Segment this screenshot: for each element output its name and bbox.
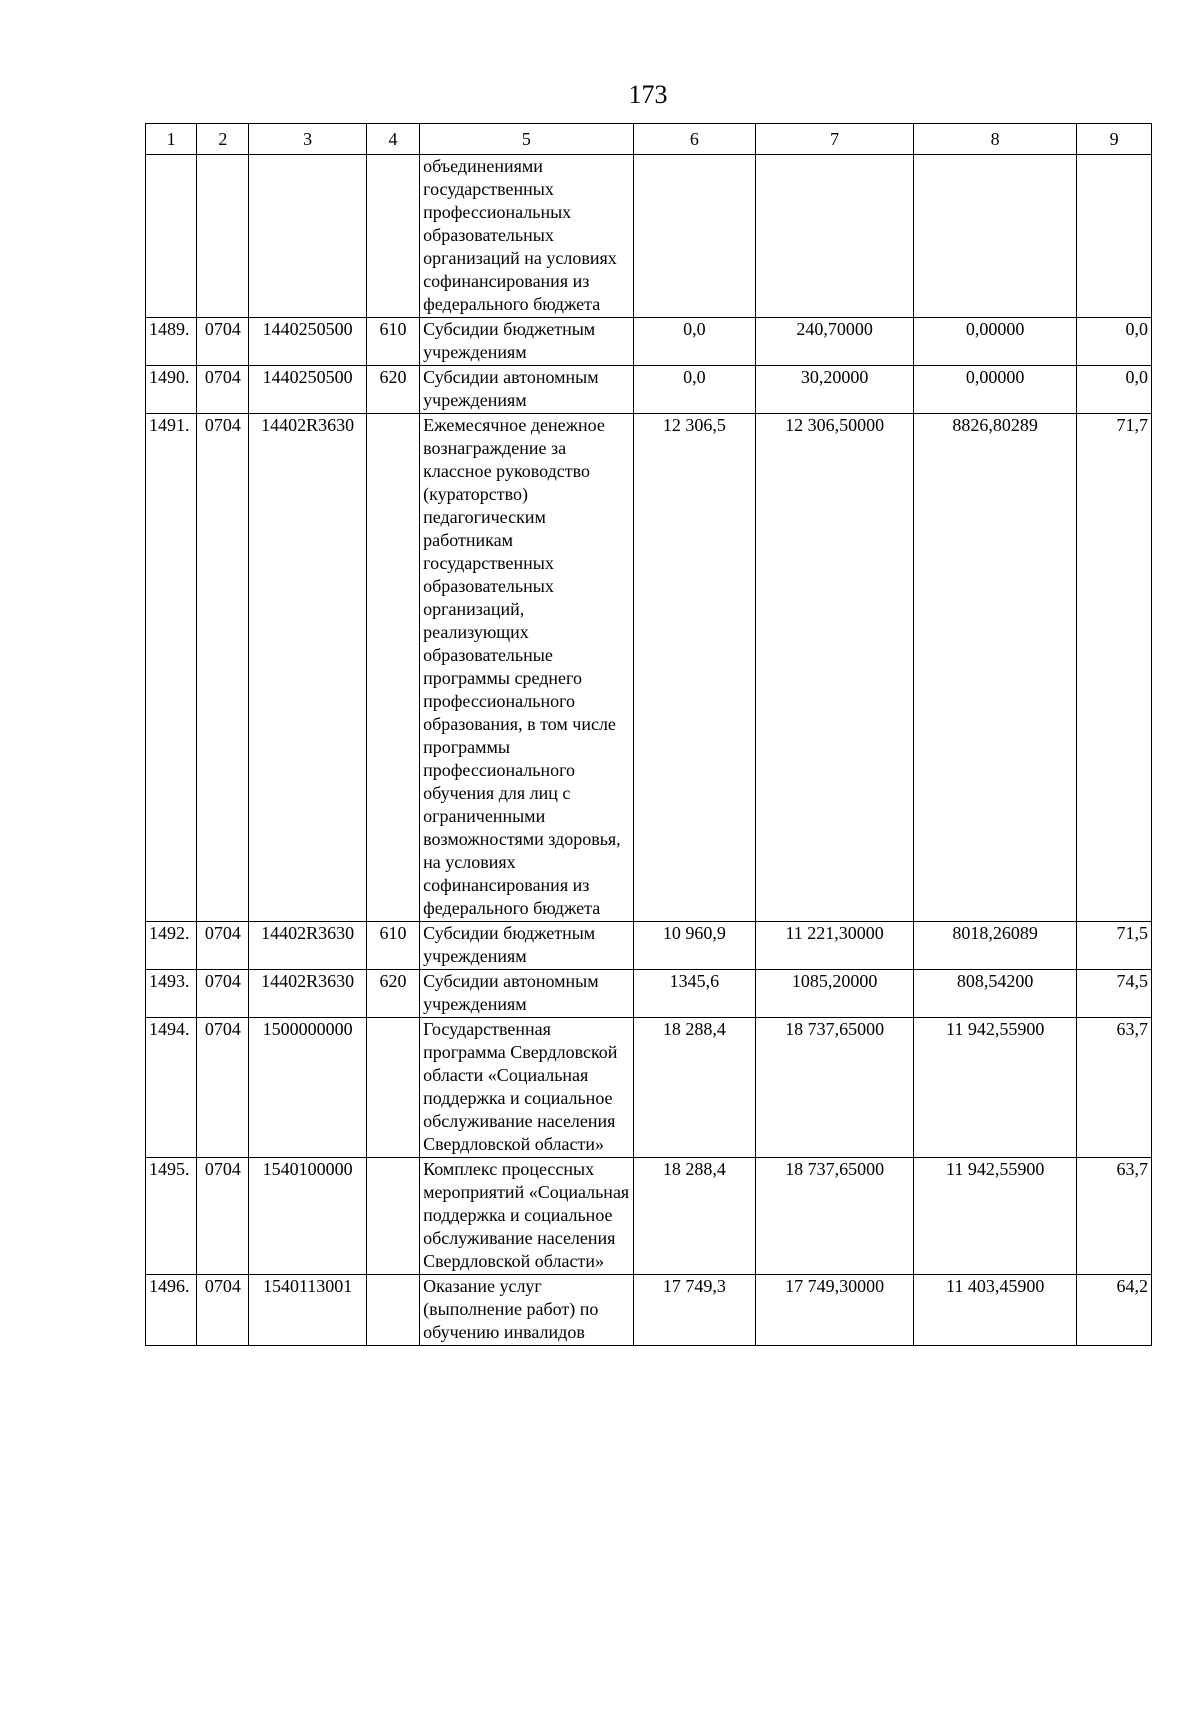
section-code: 0704 bbox=[197, 1018, 249, 1158]
section-code: 0704 bbox=[197, 922, 249, 970]
section-code bbox=[197, 155, 249, 318]
expense-type-code bbox=[366, 1018, 419, 1158]
value-col-8: 11 403,45900 bbox=[914, 1275, 1077, 1346]
target-code: 14402R3630 bbox=[249, 922, 366, 970]
target-code bbox=[249, 155, 366, 318]
expense-type-code bbox=[366, 155, 419, 318]
value-col-8: 11 942,55900 bbox=[914, 1158, 1077, 1275]
value-col-8: 0,00000 bbox=[914, 366, 1077, 414]
row-number: 1491. bbox=[146, 414, 197, 922]
item-name: Оказание услуг (выполнение работ) по обучению инвалидов bbox=[420, 1275, 633, 1346]
table-row bbox=[146, 922, 1152, 970]
value-col-7: 30,20000 bbox=[756, 366, 914, 414]
table-row bbox=[146, 1018, 1152, 1158]
value-col-8: 0,00000 bbox=[914, 318, 1077, 366]
value-col-6: 18 288,4 bbox=[633, 1158, 756, 1275]
expense-type-code bbox=[366, 1158, 419, 1275]
value-col-6: 0,0 bbox=[633, 318, 756, 366]
table-row bbox=[146, 414, 1152, 922]
target-code: 1540113001 bbox=[249, 1275, 366, 1346]
row-number: 1495. bbox=[146, 1158, 197, 1275]
table-row bbox=[146, 1275, 1152, 1346]
expense-type-code: 610 bbox=[366, 922, 419, 970]
row-number: 1492. bbox=[146, 922, 197, 970]
row-number bbox=[146, 155, 197, 318]
value-col-6: 17 749,3 bbox=[633, 1275, 756, 1346]
value-col-7: 18 737,65000 bbox=[756, 1158, 914, 1275]
target-code: 1440250500 bbox=[249, 318, 366, 366]
expense-type-code: 610 bbox=[366, 318, 419, 366]
item-name: объединениями государственных профессиональных образовательных организаций на условиях софинансирования из федерального бюджета bbox=[420, 155, 633, 318]
expense-type-code: 620 bbox=[366, 970, 419, 1018]
item-name: Государственная программа Свердловской области «Социальная поддержка и социальное обслуживание населения Свердловской области» bbox=[420, 1018, 633, 1158]
value-col-7: 240,70000 bbox=[756, 318, 914, 366]
item-name: Субсидии автономным учреждениям bbox=[420, 366, 633, 414]
header-col-2: 2 bbox=[197, 124, 249, 155]
item-name: Ежемесячное денежное вознаграждение за классное руководство (кураторство) педагогическим работникам государственных образовательных организаций, реализующих образовательные программы среднего профессионального образования, в том числе программы профессионального обучения для лиц с ограниченными возможностями здоровья, на условиях софинансирования из федерального бюджета bbox=[420, 414, 633, 922]
header-col-5: 5 bbox=[420, 124, 633, 155]
target-code: 14402R3630 bbox=[249, 414, 366, 922]
value-col-8: 8826,80289 bbox=[914, 414, 1077, 922]
row-number: 1493. bbox=[146, 970, 197, 1018]
header-row bbox=[146, 124, 1152, 155]
target-code: 14402R3630 bbox=[249, 970, 366, 1018]
header-col-7: 7 bbox=[756, 124, 914, 155]
table-row bbox=[146, 366, 1152, 414]
value-col-7: 11 221,30000 bbox=[756, 922, 914, 970]
expense-type-code bbox=[366, 1275, 419, 1346]
percent-col-9: 64,2 bbox=[1077, 1275, 1152, 1346]
table-row bbox=[146, 318, 1152, 366]
percent-col-9: 71,5 bbox=[1077, 922, 1152, 970]
value-col-7 bbox=[756, 155, 914, 318]
percent-col-9: 74,5 bbox=[1077, 970, 1152, 1018]
section-code: 0704 bbox=[197, 1275, 249, 1346]
row-number: 1494. bbox=[146, 1018, 197, 1158]
value-col-6: 18 288,4 bbox=[633, 1018, 756, 1158]
value-col-6: 12 306,5 bbox=[633, 414, 756, 922]
percent-col-9: 63,7 bbox=[1077, 1018, 1152, 1158]
target-code: 1440250500 bbox=[249, 366, 366, 414]
percent-col-9: 63,7 bbox=[1077, 1158, 1152, 1275]
target-code: 1540100000 bbox=[249, 1158, 366, 1275]
expense-type-code bbox=[366, 414, 419, 922]
percent-col-9: 0,0 bbox=[1077, 366, 1152, 414]
section-code: 0704 bbox=[197, 366, 249, 414]
budget-table bbox=[145, 123, 1152, 1346]
section-code: 0704 bbox=[197, 1158, 249, 1275]
value-col-7: 12 306,50000 bbox=[756, 414, 914, 922]
table-row bbox=[146, 155, 1152, 318]
item-name: Субсидии автономным учреждениям bbox=[420, 970, 633, 1018]
target-code: 1500000000 bbox=[249, 1018, 366, 1158]
table-row bbox=[146, 1158, 1152, 1275]
percent-col-9: 71,7 bbox=[1077, 414, 1152, 922]
page-number: 173 bbox=[628, 80, 668, 109]
item-name: Субсидии бюджетным учреждениям bbox=[420, 318, 633, 366]
value-col-8: 8018,26089 bbox=[914, 922, 1077, 970]
header-col-6: 6 bbox=[633, 124, 756, 155]
value-col-6: 1345,6 bbox=[633, 970, 756, 1018]
header-col-4: 4 bbox=[366, 124, 419, 155]
value-col-8 bbox=[914, 155, 1077, 318]
value-col-7: 17 749,30000 bbox=[756, 1275, 914, 1346]
percent-col-9: 0,0 bbox=[1077, 318, 1152, 366]
item-name: Субсидии бюджетным учреждениям bbox=[420, 922, 633, 970]
header-col-3: 3 bbox=[249, 124, 366, 155]
header-col-8: 8 bbox=[914, 124, 1077, 155]
section-code: 0704 bbox=[197, 414, 249, 922]
row-number: 1489. bbox=[146, 318, 197, 366]
value-col-7: 18 737,65000 bbox=[756, 1018, 914, 1158]
table-row bbox=[146, 970, 1152, 1018]
value-col-6: 0,0 bbox=[633, 366, 756, 414]
section-code: 0704 bbox=[197, 318, 249, 366]
value-col-8: 11 942,55900 bbox=[914, 1018, 1077, 1158]
value-col-8: 808,54200 bbox=[914, 970, 1077, 1018]
row-number: 1496. bbox=[146, 1275, 197, 1346]
row-number: 1490. bbox=[146, 366, 197, 414]
section-code: 0704 bbox=[197, 970, 249, 1018]
value-col-7: 1085,20000 bbox=[756, 970, 914, 1018]
header-col-1: 1 bbox=[146, 124, 197, 155]
item-name: Комплекс процессных мероприятий «Социальная поддержка и социальное обслуживание населения Свердловской области» bbox=[420, 1158, 633, 1275]
expense-type-code: 620 bbox=[366, 366, 419, 414]
value-col-6: 10 960,9 bbox=[633, 922, 756, 970]
header-col-9: 9 bbox=[1077, 124, 1152, 155]
value-col-6 bbox=[633, 155, 756, 318]
percent-col-9 bbox=[1077, 155, 1152, 318]
